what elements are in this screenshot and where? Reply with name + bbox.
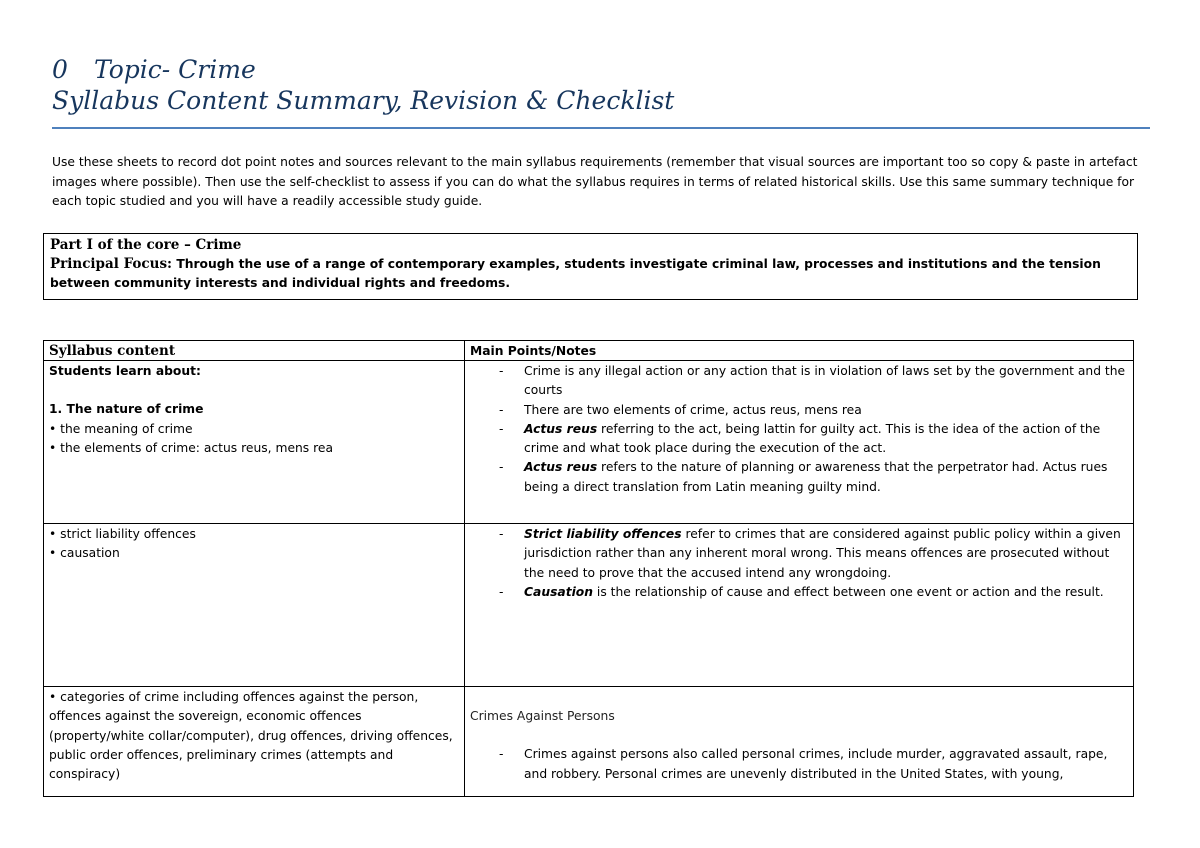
- syllabus-table: [43, 340, 1134, 797]
- note-item: - Crimes against persons also called personal crimes, include murder, aggravated assault, rape, and robbery. Personal crimes are unevenly distributed in the United States, with young,: [524, 745, 1128, 784]
- syllabus-cell: [44, 361, 465, 524]
- table-header-row: [44, 341, 1134, 361]
- topic-number: 0: [52, 55, 68, 84]
- intro-paragraph: Use these sheets to record dot point notes and sources relevant to the main syllabus requirements (remember that visual sources are important too so copy & paste in artefact images where possible). Then use the self-checklist to assess if you can do what the syllabus requires in terms of related historical skills. Use this same summary technique for each topic studied and you will have a readily accessible study guide.: [52, 155, 1138, 208]
- document-header: [52, 54, 1150, 116]
- table-row: [44, 361, 1134, 524]
- document-subtitle: Syllabus Content Summary, Revision & Checklist: [52, 86, 675, 115]
- focus-body: Through the use of a range of contemporary examples, students investigate criminal law, processes and institutions and the tension between community interests and individual rights and freedoms.: [50, 257, 1101, 290]
- topic-title: [52, 54, 1150, 85]
- notes-list: [470, 362, 1128, 497]
- note-item: - Actus reus referring to the act, being lattin for guilty act. This is the idea of the action of the crime and what took place during the execution of the act.: [524, 420, 1128, 459]
- notes-list: [470, 745, 1128, 784]
- syllabus-bullet: • categories of crime including offences against the person, offences against the sovereign, economic offences (property/white collar/computer), drug offences, driving offences, public order offences, preliminary crimes (attempts and conspiracy): [49, 690, 453, 782]
- syllabus-bullet: • causation: [49, 546, 120, 561]
- syllabus-cell: [44, 687, 465, 797]
- table-row: [44, 687, 1134, 797]
- note-item: - Actus reus refers to the nature of planning or awareness that the perpetrator had. Actus rues being a direct translation from Latin meaning guilty mind.: [524, 458, 1128, 497]
- focus-lead: Principal Focus:: [50, 256, 173, 272]
- principal-focus-box: [43, 233, 1138, 300]
- syllabus-cell: [44, 524, 465, 687]
- notes-list: [470, 525, 1128, 602]
- notes-cell: [465, 524, 1134, 687]
- topic-name: Topic- Crime: [94, 55, 256, 84]
- section-heading: 1. The nature of crime: [49, 402, 204, 417]
- crimes-against-persons-heading: Crimes Against Persons: [470, 709, 615, 723]
- note-item: - Strict liability offences refer to crimes that are considered against public policy within a given jurisdiction rather than any inherent moral wrong. This means offences are prosecuted without the need to prove that the accused intend any wrongdoing.: [524, 525, 1128, 583]
- table-row: [44, 524, 1134, 687]
- header-syllabus-content: Syllabus content: [44, 341, 465, 361]
- notes-cell: [465, 361, 1134, 524]
- syllabus-bullet: • the meaning of crime: [49, 421, 193, 436]
- focus-title: Part I of the core – Crime: [50, 237, 242, 253]
- syllabus-bullet: • the elements of crime: actus reus, mens rea: [49, 440, 333, 455]
- note-item: - There are two elements of crime, actus reus, mens rea: [524, 401, 1128, 420]
- note-item: - Crime is any illegal action or any action that is in violation of laws set by the government and the courts: [524, 362, 1128, 401]
- title-rule: [52, 127, 1150, 129]
- note-item: - Causation is the relationship of cause and effect between one event or action and the result.: [524, 583, 1128, 602]
- syllabus-bullet: • strict liability offences: [49, 527, 196, 541]
- header-main-points: Main Points/Notes: [465, 341, 1134, 361]
- focus-text: [50, 255, 1131, 293]
- students-learn-heading: Students learn about:: [49, 364, 201, 378]
- notes-cell: [465, 687, 1134, 797]
